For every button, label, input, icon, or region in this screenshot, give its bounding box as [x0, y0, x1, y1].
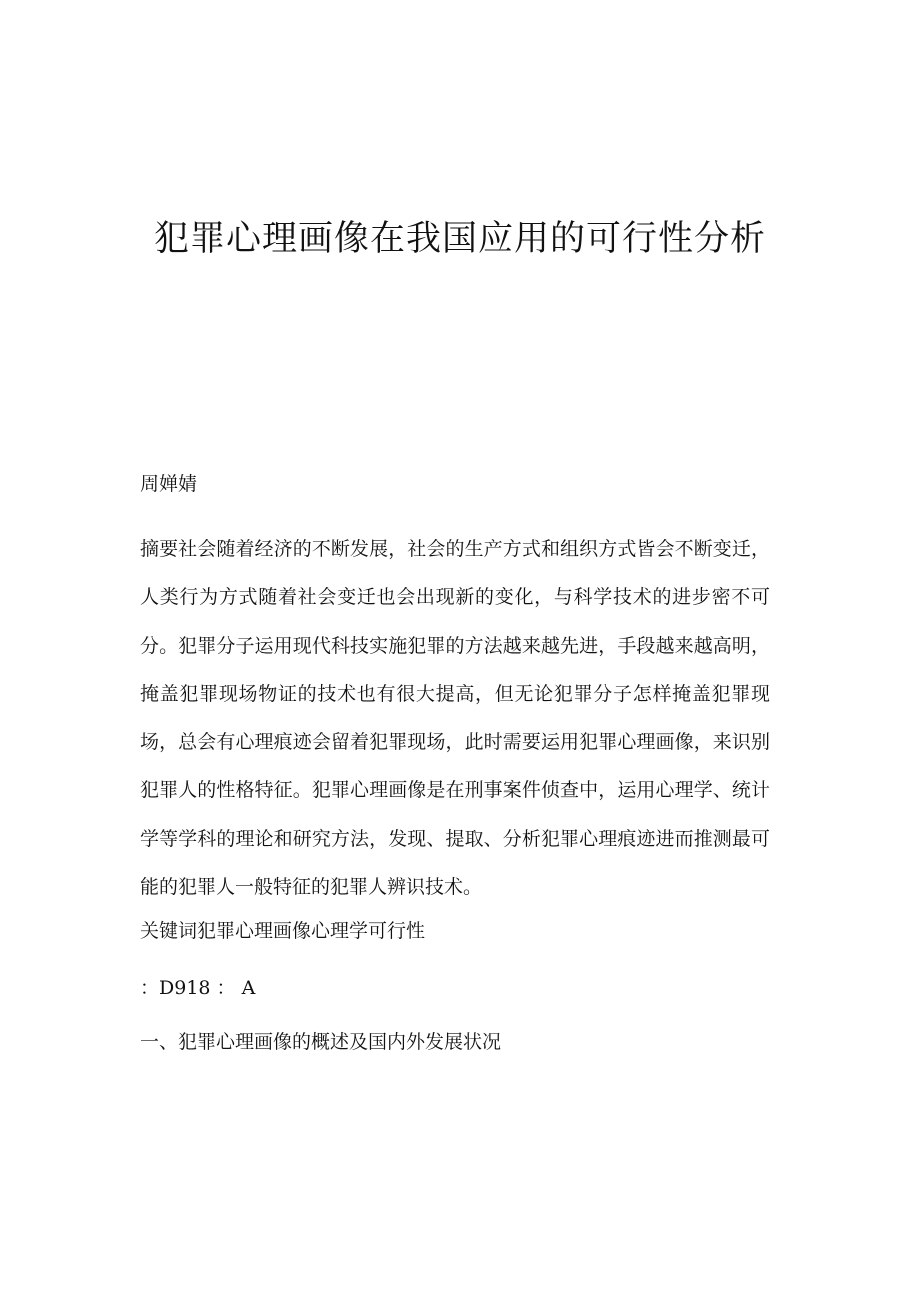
keywords-line: 关键词犯罪心理画像心理学可行性 — [140, 920, 426, 942]
abstract-paragraph: 摘要社会随着经济的不断发展，社会的生产方式和组织方式皆会不断变迁，人类行为方式随着社会变迁也会出现新的变化，与科学技术的进步密不可分。犯罪分子运用现代科技实施犯罪的方法越来越先进，手段越来越高明，掩盖犯罪现场物证的技术也有很大提高，但无论犯罪分子怎样掩盖犯罪现场，总会有心理痕迹会留着犯罪现场，此时需要运用犯罪心理画像，来识别犯罪人的性格特征。犯罪心理画像是在刑事案件侦查中，运用心理学、统计学等学科的理论和研究方法，发现、提取、分析犯罪心理痕迹进而推测最可能的犯罪人一般特征的犯罪人辨识技术。 — [140, 538, 770, 899]
classification-line: ：D918 ： A — [140, 977, 256, 999]
document-title: 犯罪心理画像在我国应用的可行性分析 — [153, 219, 766, 259]
author-name: 周婵婧 — [140, 473, 198, 495]
section-heading: 一、犯罪心理画像的概述及国内外发展状况 — [140, 1031, 502, 1053]
